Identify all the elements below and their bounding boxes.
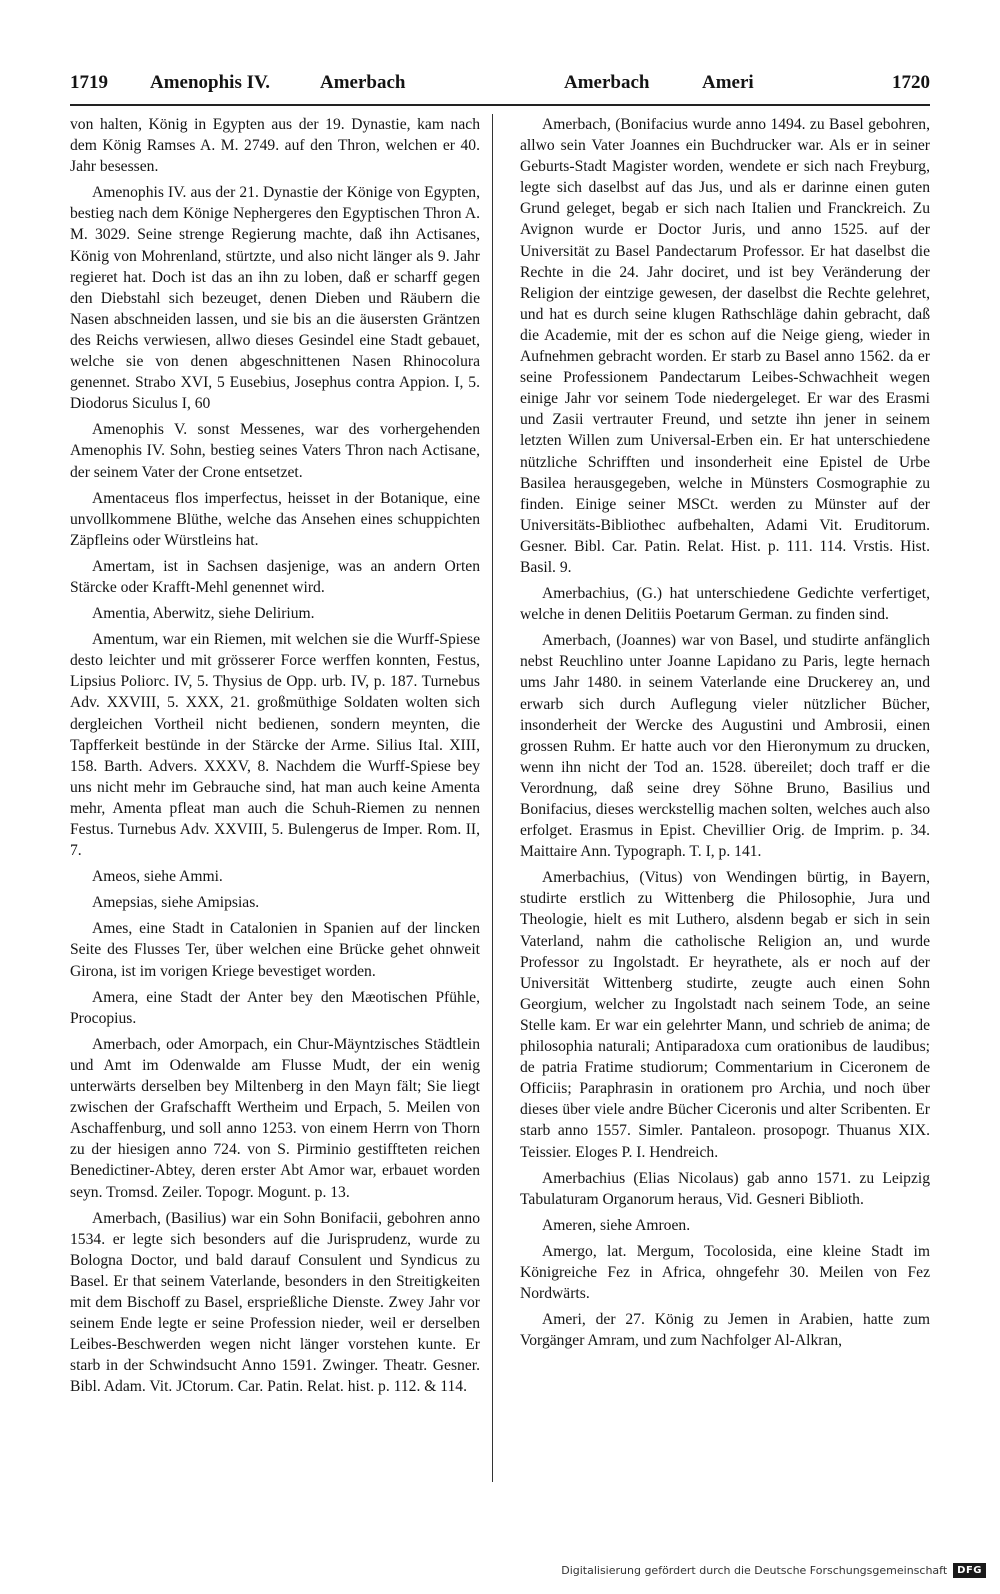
entry: Amertam, ist in Sachsen dasjenige, was an andern Orten Stärcke oder Krafft-Mehl genennet wird. [70, 557, 480, 596]
entry: Amerbach, (Joannes) war von Basel, und studirte anfänglich nebst Reuchlino unter Joanne Lapidano zu Paris, legte hernach ums Jahr 1480. in seinem Vaterlande eine Druckerey an, und erwarb sich durch Auflegung vieler nützlicher Bücher, insonderheit der Wercke des Augustini und Ambrosii, einen grossen Ruhm. Er hatte auch vor den Hieronymum zu drucken, wenn ihn nicht der Tod an. 1528. übereilet; doch traff er die Verordnung, daß seine drey Söhne Bruno, Basilius und Bonifacius, dieses werckstellig machen solten, welches auch also erfolget. Erasmus in Epist. Chevillier Orig. de Imprim. p. 34. Maittaire Ann. Typograph. T. I, p. 141. [520, 632, 930, 861]
entry: Ameren, siehe Amroen. [542, 1216, 691, 1234]
entry: Amerbach, (Basilius) war ein Sohn Bonifacii, gebohren anno 1534. er legte sich besonders auf die Jurisprudenz, wurde zu Bologna Doctor, und bald darauf Consulent und Syndicus zu Basel. Er that seinem Vaterlande, besonders in den Streitigkeiten mit dem Bischoff zu Basel, ersprießliche Dienste. Zwey Jahr vor seinem Ende legte er seine Profession nieder, weil er derselben Leibes-Beschwerden wegen nicht länger vorstehen kunte. Er starb in der Schwindsucht Anno 1591. Zwinger. Theatr. Gesner. Bibl. Adam. Vit. JCtorum. Car. Patin. Relat. hist. p. 112. & 114. [70, 1209, 480, 1396]
entry: Amentum, war ein Riemen, mit welchen sie die Wurff-Spiese desto leichter und mit grösserer Force werffen konnten, Festus, Lipsius Poliorc. IV, 5. Thysius de Opp. urb. IV, p. 187. Turnebus Adv. XXVIII, 5. XXX, 21. großmüthige Soldaten wolten sich dergleichen Vortheil nicht bedienen, sondern meynten, die Tapfferkeit bestünde in der Stärcke der Arme. Silius Ital. XIII, 158. Barth. Advers. XXXV, 8. Nachdem die Wurff-Spiese bey uns nicht mehr im Gebrauche sind, hat man auch keine Amenta mehr, Amenta pfleat man auch die Schuh-Riemen zu nennen Festus. Turnebus Adv. XXVIII, 5. Bulengerus de Imper. Rom. II, 7. [70, 631, 480, 860]
entry: Ames, eine Stadt in Catalonien in Spanien auf der lincken Seite des Flusses Ter, über welchen eine Brücke gehet ohnweit Girona, ist im vorigen Kriege bevestiget worden. [70, 920, 480, 980]
entry: Amenophis IV. aus der 21. Dynastie der Könige von Egypten, bestieg nach dem Könige Nephergeres den Egyptischen Thron A. M. 3029. Seine strenge Regierung machte, daß ihn Actisanes, König von Mohrenland, stürtzte, und also nicht länger als 9. Jahr regieret hat. Doch ist das an ihn zu loben, daß er scharff gegen den Diebstahl sich bezeuget, denen Dieben und Räubern die Nasen abschneiden lassen, und sie bis an die äusersten Gräntzen des Reichs verwiesen, allwo dieses Gesindel eine Stadt gebauet, welche sie von denen abgeschnittenen Nasen Rhinocolura genennet. Strabo XVI, 5 Eusebius, Josephus contra Appion. I, 5. Diodorus Siculus I, 60 [70, 184, 480, 413]
text-columns [70, 114, 930, 1482]
entry: Amentaceus flos imperfectus, heisset in der Botanique, eine unvollkommene Blüthe, welche das Ansehen eines schuppichten Zäpfleins oder Würstleins hat. [70, 489, 480, 549]
dictionary-page [70, 62, 930, 1482]
dfg-logo: DFG [953, 1563, 986, 1578]
right-catchword-last: Ameri [702, 72, 754, 93]
left-catchword-first: Amenophis IV. [150, 72, 271, 93]
entry: von halten, König in Egypten aus der 19. Dynastie, kam nach dem König Ramses A. M. 2749. auf den Thron, welchen er 40. Jahr besessen. [70, 116, 480, 176]
entry: Amenophis V. sonst Messenes, war des vorhergehenden Amenophis IV. Sohn, bestieg seines Vaters Thron nach Actisane, der seinem Vater der Crone entsetzet. [70, 421, 480, 481]
entry: Amerbach, oder Amorpach, ein Chur-Mäyntzisches Städtlein und Amt im Odenwalde am Flusse Mudt, der ein wenig unterwärts derselben bey Miltenberg in den Mayn fält; Sie liegt zwischen der Grafschafft Wertheim und Erpach, 5. Meilen von Aschaffenburg, und soll anno 1253. von einem Herrn von Thorn zu der hiesigen anno 724. von S. Pirminio gestiffteten reichen Benedictiner-Abtey, deren erster Abt Amor war, erbauet worden seyn. Tromsd. Zeiler. Topogr. Mogunt. p. 13. [70, 1035, 480, 1201]
entry: Amerbach, (Bonifacius wurde anno 1494. zu Basel gebohren, allwo sein Vater Joannes ein Buchdrucker war. Als er in seiner Geburts-Stadt Magister worden, wendete er sich nach Freyburg, legte sich daselbst auf das Jus, und als er darinne einen guten Grund geleget, begab er sich nach Italien und Franckreich. Zu Avignon wurde er Doctor Juris, und anno 1525. auf der Universität zu Basel Pandectarum Professor. Er hat daselbst die Rechte in die 24. Jahr dociret, und ist bey Veränderung der Religion der eintzige gewesen, der daselbst die Rechte gelehret, und hat es durch seine klugen Rathschläge dahin gebracht, daß die Academie, mit der es schon auf die Neige gieng, wieder in Aufnehmen gebracht worden. Er starb zu Basel anno 1562. da er seine Professionem Pandectarum Leibes-Schwachheit wegen einige Jahr vor seinem Tode niedergeleget. Er war des Erasmi und Zasii vertrauter Freund, und setzte ihn jener in seinem letzten Willen zum Universal-Erben ein. Er hat unterschiedene nützliche Schrifften und insonderheit eine Epistel de Urbe Basilea herausgegeben, welche in Münsters Cosmographie zu finden. Einige seiner MSCt. werden zu Münster auf der Universitäts-Bibliothec aufbehalten, Adami Vit. Eruditorum. Gesner. Bibl. Car. Patin. Relat. Hist. p. 111. 114. Vrstis. Hist. Basil. 9. [520, 116, 930, 576]
entry: Amepsias, siehe Amipsias. [92, 894, 260, 912]
entry: Amerbachius (Elias Nicolaus) gab anno 1571. zu Leipzig Tabulaturam Organorum heraus, Vid. Gesneri Biblioth. [520, 1169, 930, 1208]
entry: Amerbachius, (Vitus) von Wendingen bürtig, in Bayern, studirte erstlich zu Wittenberg die Philosophie, Jura und Theologie, hielt es mit Luthero, alsdenn begab er sich in sein Vaterland, nahm die catholische Religion an, und wurde Professor zu Ingolstadt. Er heyrathete, als er noch auf der Universität Wittenberg studirte, zeugte auch einen Sohn Georgium, welcher zu Ingolstadt nach seinem Tode, an seine Stelle kam. Er war ein gelehrter Mann, und schrieb de anima; de philosophia naturali; Antiparadoxa cum orationibus de laudibus; de patria Fratime studiorum; Commentarium in Ciceronem de Officiis; Paraphrasin in orationem pro Archia, und noch über dieses über viele andre Bücher Ciceronis und alter Scribenten. Er starb anno 1557. Simler. Pantaleon. prosopogr. Thuanus XIX. Teissier. Eloges P. I. Hendreich. [520, 869, 930, 1161]
entry: Amerbachius, (G.) hat unterschiedene Gedichte verfertiget, welche in denen Delitiis Poetarum German. zu finden sind. [520, 585, 930, 624]
running-header [70, 62, 930, 106]
entry: Amergo, lat. Mergum, Tocolosida, eine kleine Stadt im Königreiche Fez in Africa, ohngefehr 30. Meilen von Fez Nordwärts. [520, 1242, 930, 1303]
entry: Ameos, siehe Ammi. [92, 868, 223, 886]
footer-credit: Digitalisierung gefördert durch die Deutsche Forschungsgemeinschaft [561, 1564, 948, 1577]
right-page-number: 1720 [892, 72, 930, 93]
digitization-footer [561, 1563, 986, 1578]
left-page-number: 1719 [70, 72, 108, 93]
right-column [516, 114, 930, 1482]
right-catchword-first: Amerbach [564, 72, 650, 93]
entry: Amera, eine Stadt der Anter bey den Mæotischen Pfühle, Procopius. [70, 988, 480, 1027]
left-catchword-last: Amerbach [320, 72, 406, 93]
entry: Amentia, Aberwitz, siehe Delirium. [92, 605, 315, 623]
left-column [70, 114, 493, 1482]
entry: Ameri, der 27. König zu Jemen in Arabien, hatte zum Vorgänger Amram, und zum Nachfolger Al-Alkran, [520, 1311, 930, 1350]
